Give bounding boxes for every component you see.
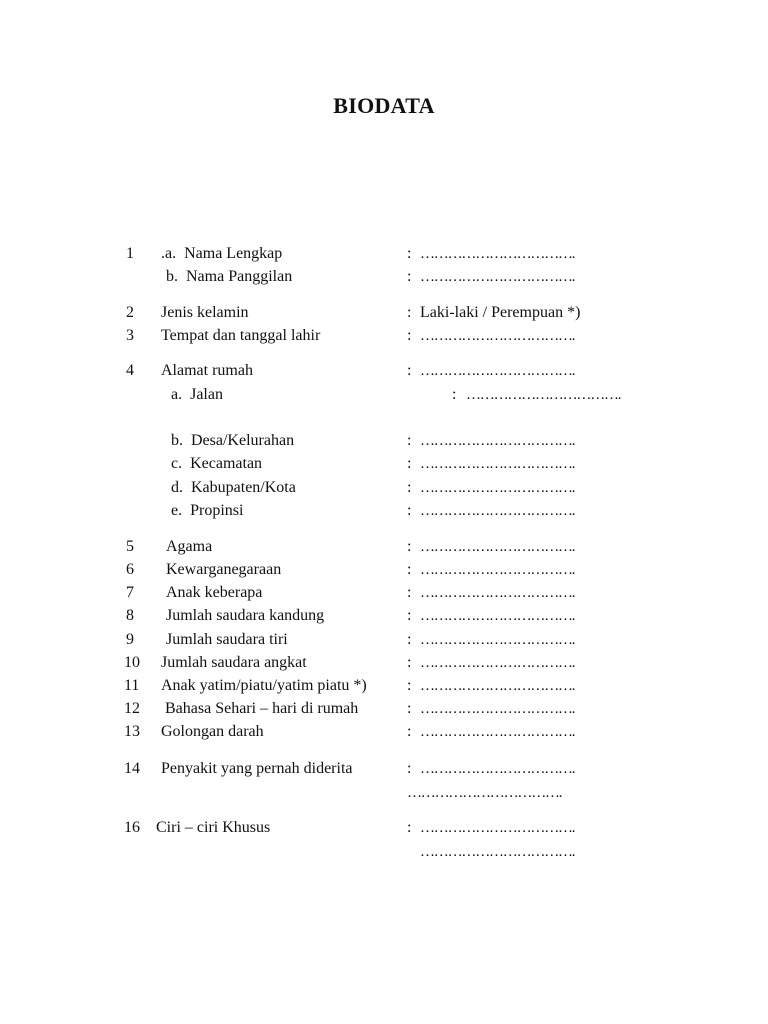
form-row-jalan	[0, 384, 768, 406]
colon: :	[407, 538, 412, 555]
field-label-desa-kelurahan: b. Desa/Kelurahan	[171, 432, 295, 449]
form-row-propinsi	[0, 500, 768, 522]
colon: :	[407, 268, 412, 285]
blank-field-kewarganegaraan[interactable]: …………………………….	[420, 562, 575, 578]
form-row-tempat-tanggal-lahir	[0, 325, 768, 347]
colon: :	[407, 631, 412, 648]
colon: :	[407, 561, 412, 578]
colon: :	[407, 432, 412, 449]
blank-field-penyakit[interactable]: …………………………….	[420, 761, 575, 777]
item-number: 3	[126, 327, 134, 344]
blank-field-tempat-tanggal-lahir[interactable]: …………………………….	[420, 328, 575, 344]
item-number: 12	[124, 700, 140, 717]
form-row-ciri-khusus-continuation	[0, 841, 768, 863]
page-title: BIODATA	[333, 93, 435, 118]
item-number: 2	[126, 304, 134, 321]
field-label-penyakit: Penyakit yang pernah diderita	[161, 760, 353, 777]
field-label-jenis-kelamin: Jenis kelamin	[161, 304, 249, 321]
blank-field-golongan-darah[interactable]: …………………………….	[420, 724, 575, 740]
field-label-nama-lengkap: .a. Nama Lengkap	[161, 245, 283, 262]
form-row-anak-keberapa	[0, 582, 768, 604]
item-number: 16	[124, 819, 140, 836]
form-row-penyakit-continuation	[0, 782, 768, 804]
item-number: 4	[126, 362, 134, 379]
colon: :	[452, 386, 457, 403]
blank-field-desa-kelurahan[interactable]: …………………………….	[420, 433, 575, 449]
item-number: 10	[124, 654, 140, 671]
item-number: 1	[126, 245, 134, 262]
field-label-agama: Agama	[166, 538, 213, 555]
item-number: 5	[126, 538, 134, 555]
field-label-kecamatan: c. Kecamatan	[171, 455, 263, 472]
field-label-saudara-angkat: Jumlah saudara angkat	[161, 654, 307, 671]
colon: :	[407, 584, 412, 601]
field-label-golongan-darah: Golongan darah	[161, 723, 264, 740]
colon: :	[407, 455, 412, 472]
blank-field-alamat-rumah[interactable]: …………………………….	[420, 363, 575, 379]
field-label-ciri-khusus: Ciri – ciri Khusus	[156, 819, 271, 836]
form-row-alamat-rumah	[0, 360, 768, 382]
field-label-saudara-kandung: Jumlah saudara kandung	[166, 607, 325, 624]
field-label-tempat-tanggal-lahir: Tempat dan tanggal lahir	[161, 327, 321, 344]
field-label-kabupaten-kota: d. Kabupaten/Kota	[171, 479, 296, 496]
item-number: 13	[124, 723, 140, 740]
form-row-saudara-tiri	[0, 629, 768, 651]
item-number: 14	[124, 760, 140, 777]
blank-field-saudara-kandung[interactable]: …………………………….	[420, 608, 575, 624]
item-number: 9	[126, 631, 134, 648]
form-row-penyakit	[0, 758, 768, 780]
field-label-anak-keberapa: Anak keberapa	[166, 584, 263, 601]
form-row-ciri-khusus	[0, 817, 768, 839]
item-number: 11	[124, 677, 140, 694]
colon: :	[407, 700, 412, 717]
field-label-saudara-tiri: Jumlah saudara tiri	[166, 631, 288, 648]
colon: :	[407, 479, 412, 496]
field-label-kewarganegaraan: Kewarganegaraan	[166, 561, 282, 578]
field-label-alamat-rumah: Alamat rumah	[161, 362, 253, 379]
form-row-kewarganegaraan	[0, 559, 768, 581]
colon: :	[407, 304, 412, 321]
field-value-jenis-kelamin[interactable]: Laki-laki / Perempuan *)	[420, 304, 581, 321]
form-row-saudara-angkat	[0, 652, 768, 674]
blank-field-kabupaten-kota[interactable]: …………………………….	[420, 480, 575, 496]
blank-field-nama-panggilan[interactable]: …………………………….	[420, 269, 575, 285]
blank-field-saudara-angkat[interactable]: …………………………….	[420, 655, 575, 671]
field-label-propinsi: e. Propinsi	[171, 502, 244, 519]
blank-field-jalan[interactable]: …………………………….	[466, 387, 621, 403]
form-row-yatim-piatu	[0, 675, 768, 697]
blank-field-yatim-piatu[interactable]: …………………………….	[420, 678, 575, 694]
form-row-bahasa-sehari-hari	[0, 698, 768, 720]
form-row-jenis-kelamin	[0, 302, 768, 324]
blank-field-nama-lengkap[interactable]: …………………………….	[420, 246, 575, 262]
blank-field-agama[interactable]: …………………………….	[420, 539, 575, 555]
colon: :	[407, 245, 412, 262]
form-row-nama-lengkap	[0, 243, 768, 265]
item-number: 8	[126, 607, 134, 624]
blank-field-bahasa-sehari-hari[interactable]: …………………………….	[420, 701, 575, 717]
blank-field-kecamatan[interactable]: …………………………….	[420, 456, 575, 472]
field-label-bahasa-sehari-hari: Bahasa Sehari – hari di rumah	[165, 700, 359, 717]
colon: :	[407, 362, 412, 379]
colon: :	[407, 502, 412, 519]
colon: :	[407, 677, 412, 694]
field-label-jalan: a. Jalan	[171, 386, 223, 403]
form-row-golongan-darah	[0, 721, 768, 743]
form-row-saudara-kandung	[0, 605, 768, 627]
colon: :	[407, 654, 412, 671]
blank-field-ciri-khusus[interactable]: …………………………….	[420, 820, 575, 836]
colon: :	[407, 760, 412, 777]
colon: :	[407, 607, 412, 624]
form-row-kecamatan	[0, 453, 768, 475]
blank-field-ciri-khusus-line-2[interactable]: …………………………….	[420, 844, 575, 860]
blank-field-saudara-tiri[interactable]: …………………………….	[420, 632, 575, 648]
field-label-nama-panggilan: b. Nama Panggilan	[166, 268, 293, 285]
blank-field-penyakit-line-2[interactable]: …………………………….	[407, 785, 562, 801]
colon: :	[407, 327, 412, 344]
item-number: 6	[126, 561, 134, 578]
form-row-nama-panggilan	[0, 266, 768, 288]
form-row-desa-kelurahan	[0, 430, 768, 452]
form-row-agama	[0, 536, 768, 558]
colon: :	[407, 723, 412, 740]
form-row-kabupaten-kota	[0, 477, 768, 499]
field-label-yatim-piatu: Anak yatim/piatu/yatim piatu *)	[161, 677, 367, 694]
colon: :	[407, 819, 412, 836]
item-number: 7	[126, 584, 134, 601]
blank-field-anak-keberapa[interactable]: …………………………….	[420, 585, 575, 601]
blank-field-propinsi[interactable]: …………………………….	[420, 503, 575, 519]
